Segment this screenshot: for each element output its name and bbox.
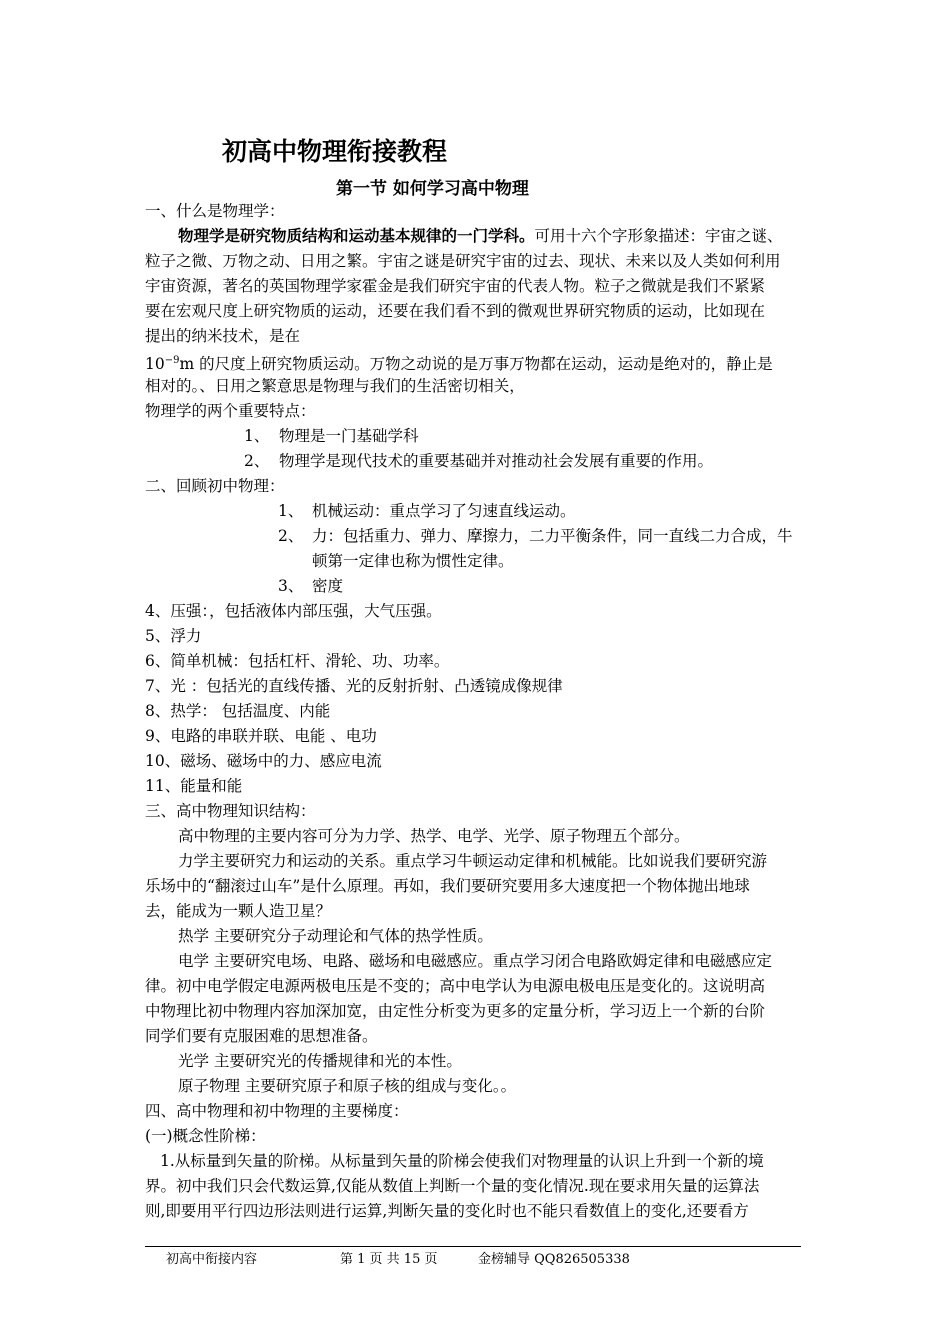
review-item-number: 3、 bbox=[278, 577, 304, 595]
part4-heading: 四、高中物理和初中物理的主要梯度： bbox=[145, 1102, 409, 1120]
exponent-superscript: −9 bbox=[164, 355, 180, 366]
review-list-item: 4、压强：，包括液体内部压强，大气压强。 bbox=[145, 602, 442, 620]
footer-divider bbox=[145, 1246, 801, 1247]
part3-paragraph-line: 中物理比初中物理内容加深加宽，由定性分析变为更多的定量分析，学习迈上一个新的台阶 bbox=[145, 1002, 766, 1020]
review-list-item: 5、浮力 bbox=[145, 627, 202, 645]
part3-paragraph-line: 律。初中电学假定电源两极电压是不变的；高中电学认为电源电极电压是变化的。这说明高 bbox=[145, 977, 766, 995]
feature-item-number: 2、 bbox=[244, 452, 270, 470]
review-list-item: 10、磁场、磁场中的力、感应电流 bbox=[145, 752, 382, 770]
part3-paragraph-line: 高中物理的主要内容可分为力学、热学、电学、光学、原子物理五个部分。 bbox=[178, 827, 690, 845]
part1-heading: 一、什么是物理学： bbox=[145, 202, 285, 220]
part3-paragraph-line: 光学 主要研究光的传播规律和光的本性。 bbox=[178, 1052, 462, 1070]
review-item-number: 2、 bbox=[278, 527, 304, 545]
footer-left-text: 初高中衔接内容 bbox=[166, 1252, 258, 1267]
part1-paragraph-line: 相对的。、日用之繁意思是物理与我们的生活密切相关， bbox=[145, 377, 525, 395]
part4-paragraph-line: 则,即要用平行四边形法则进行运算,判断矢量的变化时也不能只看数值上的变化,还要看方 bbox=[145, 1202, 749, 1220]
section-title: 第一节 如何学习高中物理 bbox=[336, 179, 529, 199]
part3-paragraph-line: 乐场中的“翻滚过山车”是什么原理。再如，我们要研究要用多大速度把一个物体抛出地球 bbox=[145, 877, 750, 895]
part1-paragraph-line: 宇宙资源，著名的英国物理学家霍金是我们研究宇宙的代表人物。粒子之微就是我们不紧紧 bbox=[145, 277, 766, 295]
part3-paragraph-line: 同学们要有克服困难的思想准备。 bbox=[145, 1027, 378, 1045]
review-item-text: 机械运动：重点学习了匀速直线运动。 bbox=[312, 502, 576, 520]
review-item-text: 密度 bbox=[312, 577, 344, 595]
features-heading: 物理学的两个重要特点： bbox=[145, 402, 316, 420]
review-item-text: 顿第一定律也称为惯性定律。 bbox=[312, 552, 514, 570]
exponent-base: 10 bbox=[145, 355, 165, 373]
part3-paragraph-line: 去，能成为一颗人造卫星？ bbox=[145, 902, 332, 920]
part1-paragraph-line bbox=[178, 224, 783, 248]
part4-paragraph-line: 1.从标量到矢量的阶梯。从标量到矢量的阶梯会使我们对物理量的认识上升到一个新的境 bbox=[160, 1152, 764, 1170]
part2-heading: 二、回顾初中物理： bbox=[145, 477, 285, 495]
document-title: 初高中物理衔接教程 bbox=[222, 137, 448, 166]
part1-line1-rest: 可用十六个字形象描述：宇宙之谜、 bbox=[534, 227, 783, 245]
part4-paragraph-line: 界。初中我们只会代数运算,仅能从数值上判断一个量的变化情况.现在要求用矢量的运算法 bbox=[145, 1177, 760, 1195]
footer-right-text: 金榜辅导 QQ826505338 bbox=[478, 1252, 630, 1267]
review-list-item: 7、光 ：包括光的直线传播、光的反射折射、凸透镜成像规律 bbox=[145, 677, 563, 695]
part1-paragraph-line: 要在宏观尺度上研究物质的运动，还要在我们看不到的微观世界研究物质的运动，比如现在 bbox=[145, 302, 766, 320]
feature-item-text: 物理是一门基础学科 bbox=[279, 427, 419, 445]
part4-subheading: (一)概念性阶梯： bbox=[145, 1127, 266, 1145]
part3-heading: 三、高中物理知识结构： bbox=[145, 802, 316, 820]
review-list-item: 9、电路的串联并联、电能 、电功 bbox=[145, 727, 377, 745]
part3-paragraph-line: 热学 主要研究分子动理论和气体的热学性质。 bbox=[178, 927, 493, 945]
part1-line6-rest: m 的尺度上研究物质运动。万物之动说的是万事万物都在运动，运动是绝对的，静止是 bbox=[179, 355, 773, 373]
review-item-number: 1、 bbox=[278, 502, 304, 520]
feature-item-number: 1、 bbox=[244, 427, 270, 445]
footer-page-number: 第 1 页 共 15 页 bbox=[340, 1252, 438, 1267]
part3-paragraph-line: 力学主要研究力和运动的关系。重点学习牛顿运动定律和机械能。比如说我们要研究游 bbox=[178, 852, 768, 870]
review-list-item: 11、能量和能 bbox=[145, 777, 243, 795]
review-list-item: 6、简单机械：包括杠杆、滑轮、功、功率。 bbox=[145, 652, 450, 670]
part3-paragraph-line: 电学 主要研究电场、电路、磁场和电磁感应。重点学习闭合电路欧姆定律和电磁感应定 bbox=[178, 952, 772, 970]
part3-paragraph-line: 原子物理 主要研究原子和原子核的组成与变化。。 bbox=[178, 1077, 517, 1095]
review-item-text: 力：包括重力、弹力、摩擦力，二力平衡条件，同一直线二力合成，牛 bbox=[312, 527, 793, 545]
part1-bold-definition: 物理学是研究物质结构和运动基本规律的一门学科。 bbox=[178, 226, 535, 245]
review-list-item: 8、热学： 包括温度、内能 bbox=[145, 702, 331, 720]
part1-paragraph-line bbox=[145, 349, 773, 376]
part1-paragraph-line: 提出的纳米技术，是在 bbox=[145, 327, 301, 345]
part1-paragraph-line: 粒子之微、万物之动、日用之繁。宇宙之谜是研究宇宙的过去、现状、未来以及人类如何利用 bbox=[145, 252, 781, 270]
feature-item-text: 物理学是现代技术的重要基础并对推动社会发展有重要的作用。 bbox=[279, 452, 714, 470]
